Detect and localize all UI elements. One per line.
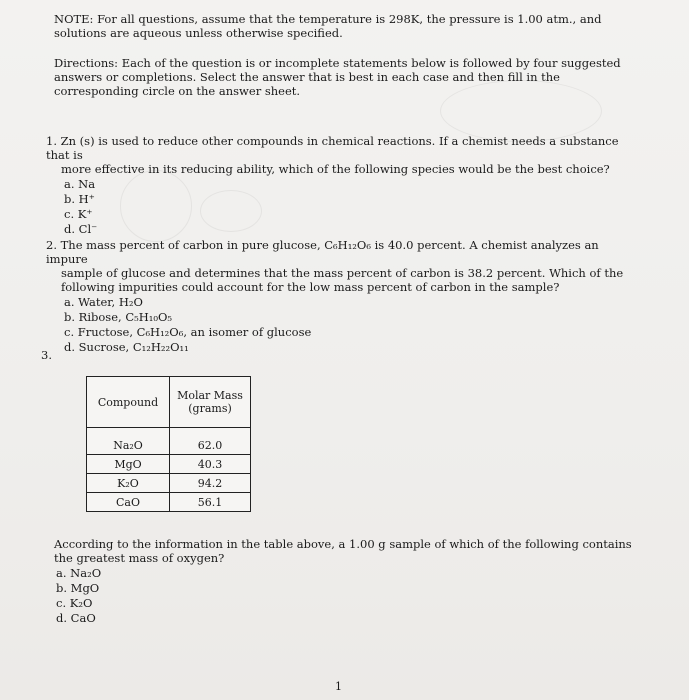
table-row xyxy=(87,493,251,512)
question-1-line: 1. Zn (s) is used to reduce other compounds in chemical reactions. If a chemist needs a substance that is xyxy=(46,134,619,162)
choice-b: b. Ribose, C₅H₁₀O₅ xyxy=(64,310,173,324)
molar-mass-cell: 94.2 xyxy=(170,474,251,493)
question-2-line: following impurities could account for the low mass percent of carbon in the sample? xyxy=(61,280,560,294)
column-header-molar-mass: Molar Mass (grams) xyxy=(170,377,251,428)
choice-a: a. Water, H₂O xyxy=(64,295,143,309)
choice-d: d. Sucrose, C₁₂H₂₂O₁₁ xyxy=(64,340,189,354)
question-2-stem xyxy=(46,238,636,294)
compound-cell: MgO xyxy=(87,455,170,474)
column-header-compound: Compound xyxy=(87,377,170,428)
directions-text: Directions: Each of the question is or incomplete statements below is followed by four suggested answers or completions. Select the answer that is best in each case and then fill in the corresponding circle on the answer sheet. xyxy=(54,56,621,98)
choice-b: b. MgO xyxy=(56,581,100,595)
choice-c: c. Fructose, C₆H₁₂O₆, an isomer of glucose xyxy=(64,325,312,339)
question-1-line: more effective in its reducing ability, which of the following species would be the best choice? xyxy=(61,162,610,176)
question-2-line: 2. The mass percent of carbon in pure glucose, C₆H₁₂O₆ is 40.0 percent. A chemist analyzes an impure xyxy=(46,238,599,266)
molar-mass-cell: 40.3 xyxy=(170,455,251,474)
table-row xyxy=(87,474,251,493)
note-text: NOTE: For all questions, assume that the temperature is 298K, the pressure is 1.00 atm., and solutions are aqueous unless otherwise specified. xyxy=(54,12,602,40)
compound-cell: Na₂O xyxy=(87,428,170,455)
question-3 xyxy=(54,537,634,626)
compound-cell: CaO xyxy=(87,493,170,512)
choice-a: a. Na₂O xyxy=(56,566,102,580)
question-3-stem xyxy=(54,537,634,565)
question-3-choices xyxy=(54,566,634,626)
question-1-choices xyxy=(46,177,636,237)
compound-cell: K₂O xyxy=(87,474,170,493)
question-3-line: According to the information in the table above, a 1.00 g sample of which of the following contains xyxy=(54,537,632,551)
question-2-choices xyxy=(46,295,636,355)
question-3-line: the greatest mass of oxygen? xyxy=(54,551,225,565)
question-2-line: sample of glucose and determines that the mass percent of carbon is 38.2 percent. Which of the xyxy=(61,266,624,280)
question-1-stem xyxy=(46,134,636,176)
molar-mass-table xyxy=(86,376,251,512)
choice-c: c. K₂O xyxy=(56,596,93,610)
choice-b: b. H⁺ xyxy=(64,192,95,206)
choice-d: d. Cl⁻ xyxy=(64,222,98,236)
choice-d: d. CaO xyxy=(56,611,96,625)
choice-c: c. K⁺ xyxy=(64,207,93,221)
question-1 xyxy=(46,134,636,237)
molar-mass-cell: 62.0 xyxy=(170,428,251,455)
table-row xyxy=(87,455,251,474)
question-3-number: 3. xyxy=(41,348,52,362)
page-number: 1 xyxy=(335,680,342,693)
molar-mass-cell: 56.1 xyxy=(170,493,251,512)
question-2 xyxy=(46,238,636,355)
choice-a: a. Na xyxy=(64,177,96,191)
table-header-row xyxy=(87,377,251,428)
table-row xyxy=(87,428,251,455)
